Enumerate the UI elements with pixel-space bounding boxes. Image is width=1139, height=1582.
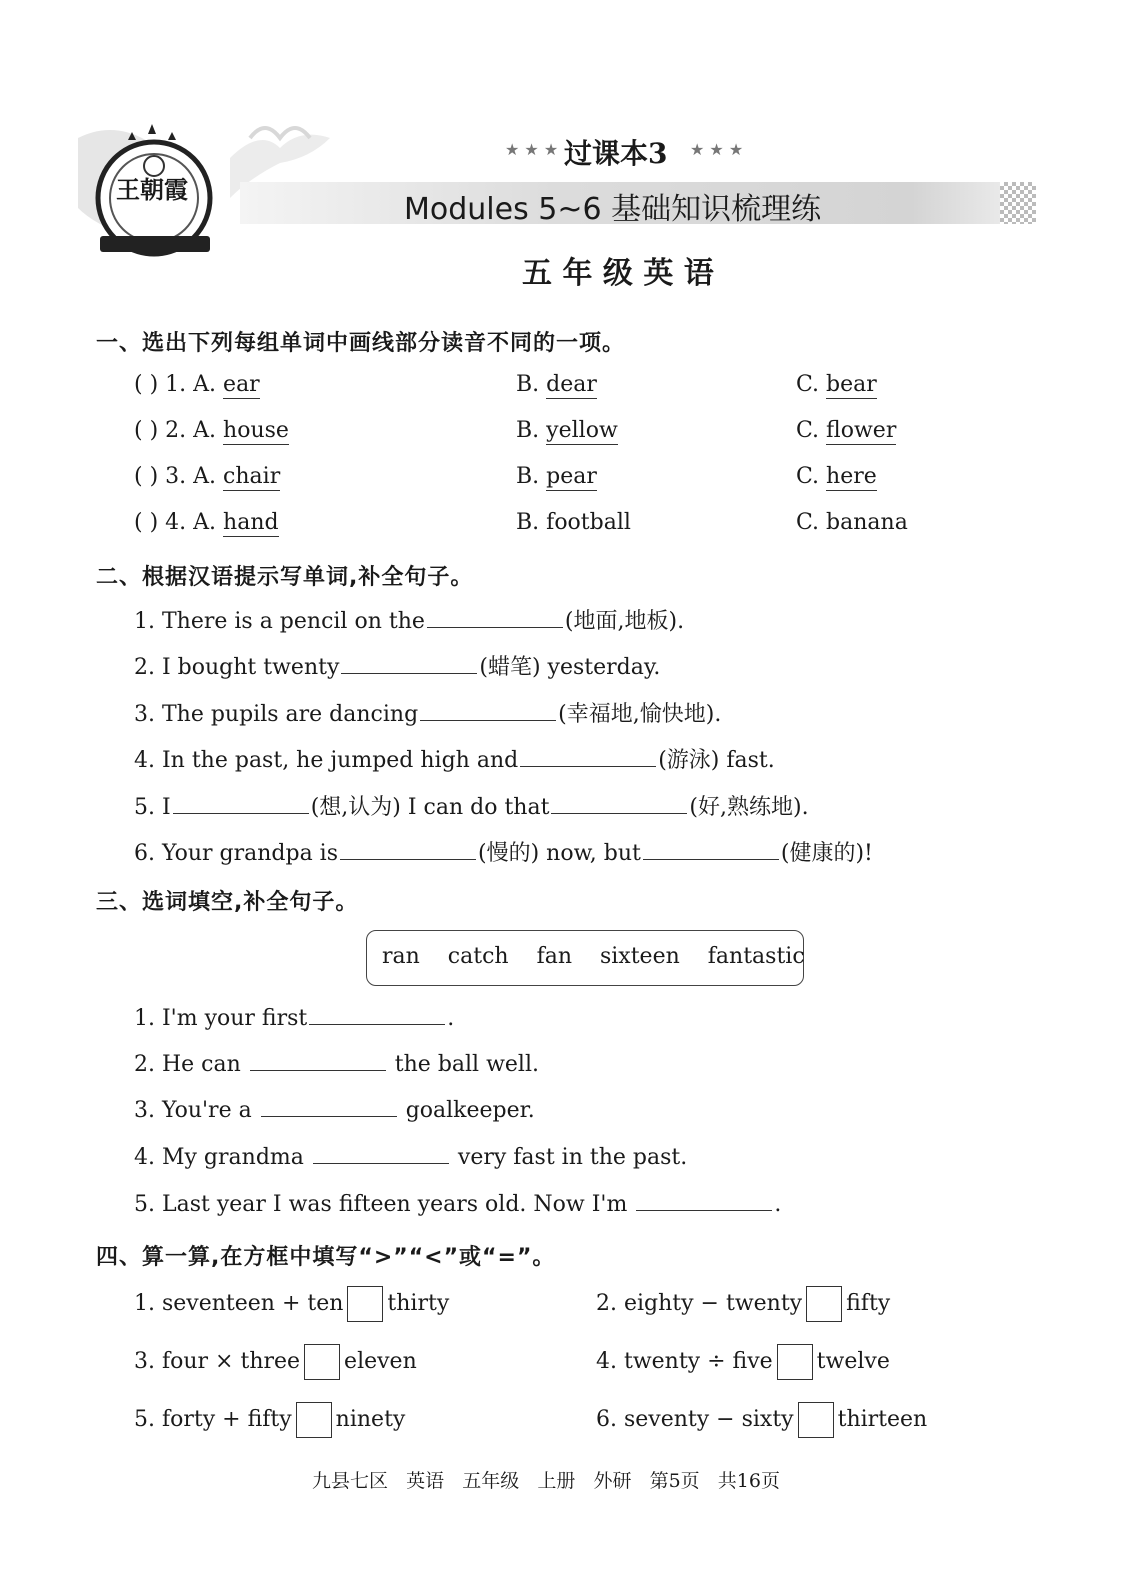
compare-box[interactable]: [296, 1402, 332, 1438]
s2-line-5: 5. I (想,认为) I can do that (好,熟练地).: [134, 795, 809, 820]
s3-line-5: 5. Last year I was fifteen years old. Now I'm .: [134, 1192, 782, 1217]
section3-title: 三、选词填空,补全句子。: [96, 890, 359, 915]
s1-q2: ( ) 2. A. house: [134, 418, 289, 443]
s1-q1: ( ) 1. A. ear: [134, 372, 260, 397]
s2-line-3: 3. The pupils are dancing (幸福地,愉快地).: [134, 702, 722, 727]
s4-item-5: 5. forty + fifty ninety: [134, 1402, 405, 1438]
answer-blank[interactable]: [420, 702, 556, 721]
s1-q3: ( ) 3. A. chair: [134, 464, 281, 489]
series-label: 过课本3: [564, 137, 668, 170]
answer-blank[interactable]: [340, 841, 476, 860]
section4-title: 四、算一算,在方框中填写“>”“<”或“=”。: [96, 1245, 556, 1270]
s4-item-3: 3. four × three eleven: [134, 1344, 417, 1380]
compare-box[interactable]: [806, 1286, 842, 1322]
s2-line-1: 1. There is a pencil on the (地面,地板).: [134, 609, 685, 634]
series-stars-right: ★ ★ ★: [690, 140, 744, 159]
s2-line-2: 2. I bought twenty (蜡笔) yesterday.: [134, 655, 661, 680]
s1-q4-b: B. football: [516, 510, 631, 535]
page-subtitle: 五 年 级 英 语: [522, 256, 714, 291]
s3-line-4: 4. My grandma very fast in the past.: [134, 1145, 688, 1170]
answer-blank[interactable]: [313, 1145, 449, 1164]
logo-name: 王朝霞: [116, 175, 188, 204]
answer-paren[interactable]: ( ): [134, 464, 159, 489]
s2-line-6: 6. Your grandpa is (慢的) now, but (健康的)!: [134, 841, 873, 866]
compare-box[interactable]: [777, 1344, 813, 1380]
s1-q4: ( ) 4. A. hand: [134, 510, 279, 535]
s2-line-4: 4. In the past, he jumped high and (游泳) fast.: [134, 748, 775, 773]
banner-checker: [1000, 182, 1036, 224]
s4-item-2: 2. eighty − twenty fifty: [596, 1286, 890, 1322]
compare-box[interactable]: [347, 1286, 383, 1322]
series-stars-left: ★ ★ ★: [505, 140, 559, 159]
s3-line-3: 3. You're a goalkeeper.: [134, 1098, 535, 1123]
answer-blank[interactable]: [636, 1192, 772, 1211]
answer-blank[interactable]: [341, 655, 477, 674]
s1-q4-c: C. banana: [796, 510, 908, 535]
s1-q2-c: C. flower: [796, 418, 897, 443]
answer-blank[interactable]: [427, 609, 563, 628]
s4-item-4: 4. twenty ÷ five twelve: [596, 1344, 890, 1380]
section1-title: 一、选出下列每组单词中画线部分读音不同的一项。: [96, 331, 626, 356]
compare-box[interactable]: [304, 1344, 340, 1380]
answer-blank[interactable]: [643, 841, 779, 860]
answer-blank[interactable]: [309, 1006, 445, 1025]
banner-title: Modules 5~6 基础知识梳理练: [404, 192, 822, 227]
section2-title: 二、根据汉语提示写单词,补全句子。: [96, 565, 474, 590]
answer-paren[interactable]: ( ): [134, 372, 159, 397]
answer-blank[interactable]: [261, 1098, 397, 1117]
answer-paren[interactable]: ( ): [134, 510, 159, 535]
s1-q3-c: C. here: [796, 464, 877, 489]
answer-blank[interactable]: [520, 748, 656, 767]
s3-line-1: 1. I'm your first .: [134, 1006, 455, 1031]
answer-blank[interactable]: [250, 1052, 386, 1071]
s3-line-2: 2. He can the ball well.: [134, 1052, 539, 1077]
answer-paren[interactable]: ( ): [134, 418, 159, 443]
word-bank-words: ran catch fan sixteen fantastic: [382, 944, 805, 969]
answer-blank[interactable]: [173, 795, 309, 814]
s4-item-6: 6. seventy − sixty thirteen: [596, 1402, 927, 1438]
s1-q1-c: C. bear: [796, 372, 877, 397]
s1-q1-b: B. dear: [516, 372, 597, 397]
s4-item-1: 1. seventeen + ten thirty: [134, 1286, 449, 1322]
answer-blank[interactable]: [551, 795, 687, 814]
s1-q2-b: B. yellow: [516, 418, 618, 443]
compare-box[interactable]: [798, 1402, 834, 1438]
page-footer: 九县七区 英语 五年级 上册 外研 第5页 共16页: [312, 1470, 780, 1492]
s1-q3-b: B. pear: [516, 464, 597, 489]
